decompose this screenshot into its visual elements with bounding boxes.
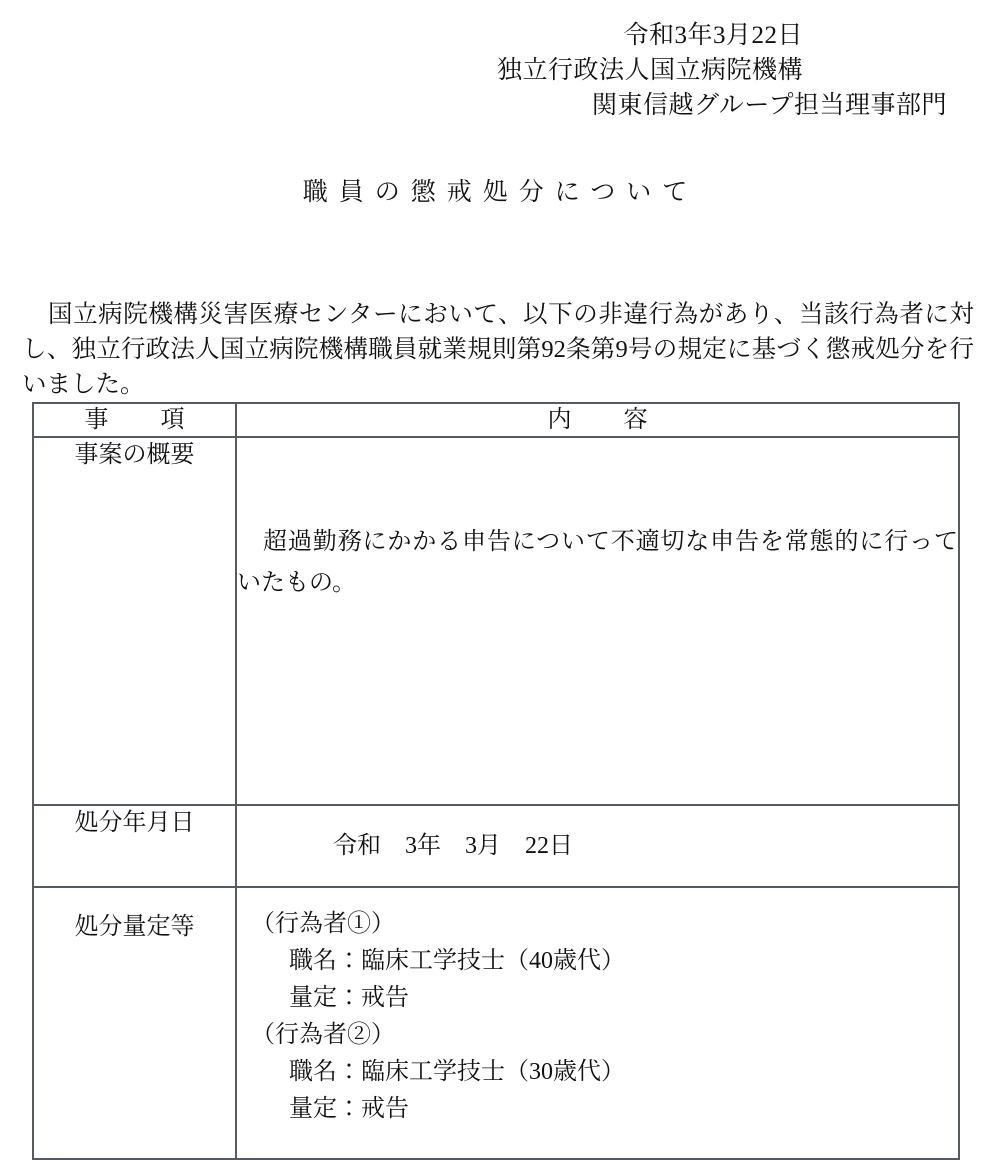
penalty-offender-2-measure: 量定：戒告: [289, 1096, 409, 1122]
header-date: 令和3年3月22日: [623, 22, 803, 49]
page-title: 職員の懲戒処分について: [302, 179, 699, 206]
header-division: 関東信越グループ担当理事部門: [591, 92, 947, 119]
penalty-offender-1-measure: 量定：戒告: [289, 985, 409, 1011]
row-content-case-summary: [236, 437, 959, 805]
document-header: [0, 18, 955, 123]
penalty-offender-1-position: 職名：臨床工学技士（40歳代）: [289, 948, 625, 974]
penalty-offender-2-header: （行為者②）: [251, 1022, 395, 1048]
penalty-offender-2-position: 職名：臨床工学技士（30歳代）: [289, 1059, 625, 1085]
table-row: [33, 805, 959, 887]
case-summary-text: 超過勤務にかかる申告について不適切な申告を常態的に行っていたもの。: [237, 529, 958, 596]
row-label-case-summary: 事案の概要: [33, 437, 236, 805]
row-content-disposition-date: [236, 805, 959, 887]
table-header-row: [33, 403, 959, 437]
column-header-item: 事 項: [33, 403, 236, 437]
table-row: [33, 887, 959, 1159]
header-organization: 独立行政法人国立病院機構: [496, 57, 803, 84]
row-label-penalty-details: 処分量定等: [33, 887, 236, 1159]
penalty-offender-1-header: （行為者①）: [251, 911, 395, 937]
row-content-penalty-details: [236, 887, 959, 1159]
column-header-content: 内 容: [236, 403, 959, 437]
intro-paragraph: 国立病院機構災害医療センターにおいて、以下の非違行為があり、当該行為者に対し、独立行政法人国立病院機構職員就業規則第92条第9号の規定に基づく懲戒処分を行いました。: [22, 300, 974, 398]
penalty-list: [251, 906, 958, 1128]
disposition-date-value: 令和 3年 3月 22日: [333, 833, 573, 859]
row-label-disposition-date: 処分年月日: [33, 805, 236, 887]
disciplinary-record-table: [32, 402, 960, 1160]
table-row: [33, 437, 959, 805]
